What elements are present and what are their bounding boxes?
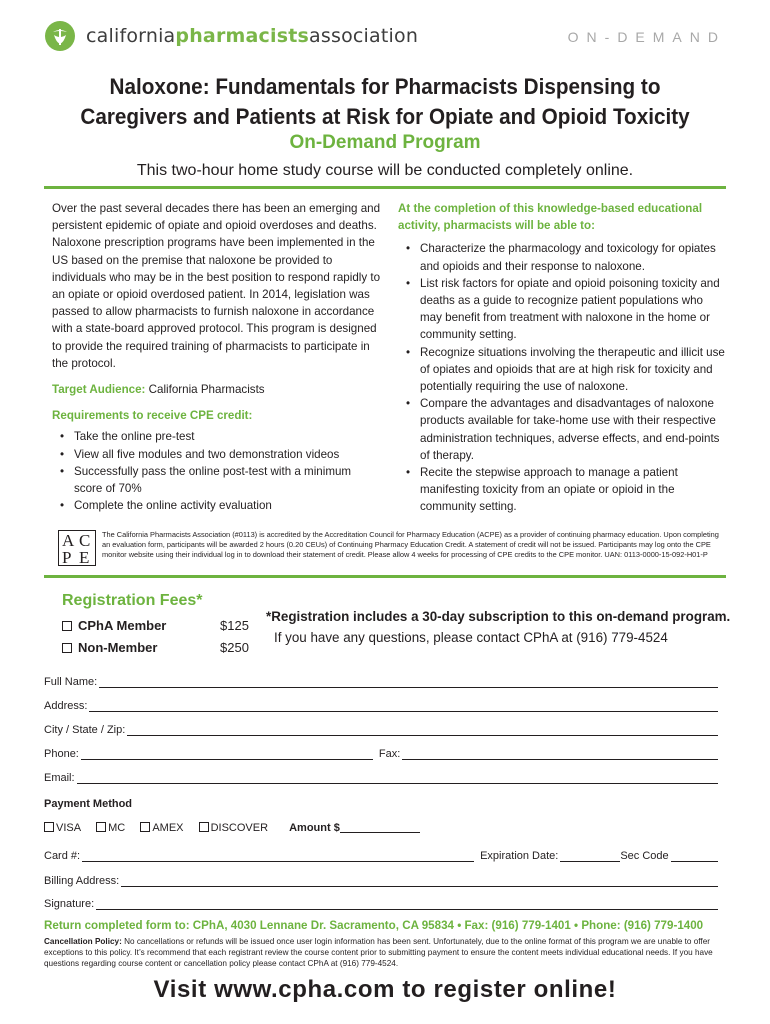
city-state-zip-field[interactable]: City / State / Zip:	[44, 724, 718, 736]
return-address: Return completed form to: CPhA, 4030 Lennane Dr. Sacramento, CA 95834 • Fax: (916) 779-1401 • Phone: (916) 779-1400	[44, 919, 704, 932]
registration-contact: If you have any questions, please contact CPhA at (916) 779-4524	[274, 630, 668, 645]
visa-option[interactable]: VISA	[44, 822, 81, 834]
discover-checkbox[interactable]	[199, 822, 209, 832]
registration-fees-title: Registration Fees*	[62, 592, 203, 609]
list-item: • Take the online pre-test	[52, 428, 382, 445]
signature-field[interactable]: Signature:	[44, 898, 718, 910]
list-item: • Recite the stepwise approach to manage a patient manifesting toxicity from an opiate or opioid in the community setting.	[398, 464, 728, 516]
email-input[interactable]	[77, 772, 718, 784]
member-fee-option[interactable]: CPhA Member	[62, 618, 166, 633]
intro-paragraph: Over the past several decades there has been an emerging and persistent epidemic of opiate and opioid overdoses and deaths. Naloxone prescription programs have been implemented in the US based on the premise that naloxone be provided to individuals who may be in the best position to respond rapidly to an opiate or opioid overdosed patient. In 2014, legislation was passed to allow pharmacists to furnish naloxone in accordance with a state-board approved protocol. This program is designed to provide the required training of pharmacists to participate in the protocol.	[52, 202, 381, 370]
list-item: • View all five modules and two demonstration videos	[52, 446, 382, 463]
mc-checkbox[interactable]	[96, 822, 106, 832]
page-title	[58, 72, 711, 132]
program-description	[52, 200, 382, 514]
amount-label: Amount $	[289, 822, 340, 834]
card-row: Card #: Expiration Date: Sec Code	[44, 850, 718, 862]
program-subtitle: On-Demand Program	[289, 132, 481, 153]
divider-top	[44, 186, 726, 189]
full-name-field[interactable]: Full Name:	[44, 676, 718, 688]
cpha-logo-icon	[44, 20, 76, 52]
objectives-list	[398, 240, 728, 515]
list-item: • Characterize the pharmacology and toxicology for opiates and opioids and their response to naloxone.	[398, 240, 728, 274]
visa-checkbox[interactable]	[44, 822, 54, 832]
city-state-zip-input[interactable]	[127, 724, 718, 736]
member-checkbox[interactable]	[62, 621, 72, 631]
target-audience: Target Audience: California Pharmacists	[52, 383, 265, 397]
register-online-callout[interactable]: Visit www.cpha.com to register online!	[153, 976, 617, 1003]
payment-method-heading: Payment Method	[44, 798, 133, 810]
amex-checkbox[interactable]	[140, 822, 150, 832]
billing-address-field[interactable]: Billing Address:	[44, 875, 718, 887]
list-item: • Successfully pass the online post-test with a minimum score of 70%	[52, 463, 382, 497]
non-member-checkbox[interactable]	[62, 643, 72, 653]
signature-input[interactable]	[96, 898, 718, 910]
member-price: $125	[220, 618, 249, 633]
address-input[interactable]	[89, 700, 718, 712]
email-field[interactable]: Email:	[44, 772, 718, 784]
list-item: • Compare the advantages and disadvantages of naloxone products available for take-home use with their respective administration techniques, adverse effects, and end-points of therapy.	[398, 395, 728, 464]
phone-fax-row: Phone: Fax:	[44, 748, 718, 760]
on-demand-tag: ON-DEMAND	[567, 29, 726, 45]
card-number-input[interactable]	[82, 850, 474, 862]
requirements-list	[52, 428, 382, 514]
title-line-2: Caregivers and Patients at Risk for Opiate and Opioid Toxicity	[80, 104, 690, 129]
list-item: • List risk factors for opiate and opioid poisoning toxicity and deaths as a guide to recognize patient populations who may benefit from treatment with naloxone in the home or community setting.	[398, 275, 728, 344]
list-item: • Recognize situations involving the therapeutic and illicit use of opiates and opioids that are at high risk for toxicity and potentially requiring the use of naloxone.	[398, 344, 728, 396]
requirements-heading: Requirements to receive CPE credit:	[52, 409, 253, 423]
expiration-input[interactable]	[560, 850, 620, 862]
accreditation-statement: The California Pharmacists Association (#0113) is accredited by the Accreditation Council for Pharmacy Education (ACPE) as a provider of continuing pharmacy education. Upon completing an evaluation form, participants will be awarded 2 hours (0.20 CEUs) of Continuing Pharmacy Education Credit. A statement of credit will not be issued. Participants may log onto the CPE monitor website using their individual log in to download their statement of credit. Please allow 4 weeks for processing of CPE credits to the CPE monitor. UAN: 0113-0000-15-092-H01-P	[102, 530, 719, 560]
objectives-heading: At the completion of this knowledge-based educational activity, pharmacists will be able to:	[398, 202, 703, 233]
non-member-fee-option[interactable]: Non-Member	[62, 640, 157, 655]
billing-address-input[interactable]	[121, 875, 718, 887]
course-tagline: This two-hour home study course will be conducted completely online.	[136, 162, 634, 179]
fax-input[interactable]	[402, 748, 718, 760]
discover-option[interactable]: DISCOVER	[199, 822, 268, 834]
learning-objectives	[398, 200, 728, 516]
page-header	[0, 0, 770, 70]
acpe-logo: A C P E	[58, 530, 96, 566]
mc-option[interactable]: MC	[96, 822, 125, 834]
address-field[interactable]: Address:	[44, 700, 718, 712]
registration-note: *Registration includes a 30-day subscription to this on-demand program.	[266, 609, 731, 624]
phone-input[interactable]	[81, 748, 373, 760]
non-member-price: $250	[220, 640, 249, 655]
organization-logo-text: californiapharmacistsassociation	[86, 25, 419, 47]
payment-options	[44, 821, 420, 834]
list-item: • Complete the online activity evaluation	[52, 497, 382, 514]
cancellation-policy: Cancellation Policy: No cancellations or refunds will be issued once user login information has been sent. Unfortunately, due to the online format of this program we are unable to offer exceptions to this policy. It’s recommend that each registrant review the course content prior to submitting payment to ensure the content meets individual educational needs. If you have questions regarding course content or cancellation policy please contact CPhA at (916) 779-4524.	[44, 937, 713, 968]
sec-code-input[interactable]	[671, 850, 718, 862]
divider-middle	[44, 575, 726, 578]
full-name-input[interactable]	[99, 676, 718, 688]
amex-option[interactable]: AMEX	[140, 822, 183, 834]
title-line-1: Naloxone: Fundamentals for Pharmacists Dispensing to	[109, 74, 661, 99]
amount-input[interactable]	[340, 821, 420, 833]
